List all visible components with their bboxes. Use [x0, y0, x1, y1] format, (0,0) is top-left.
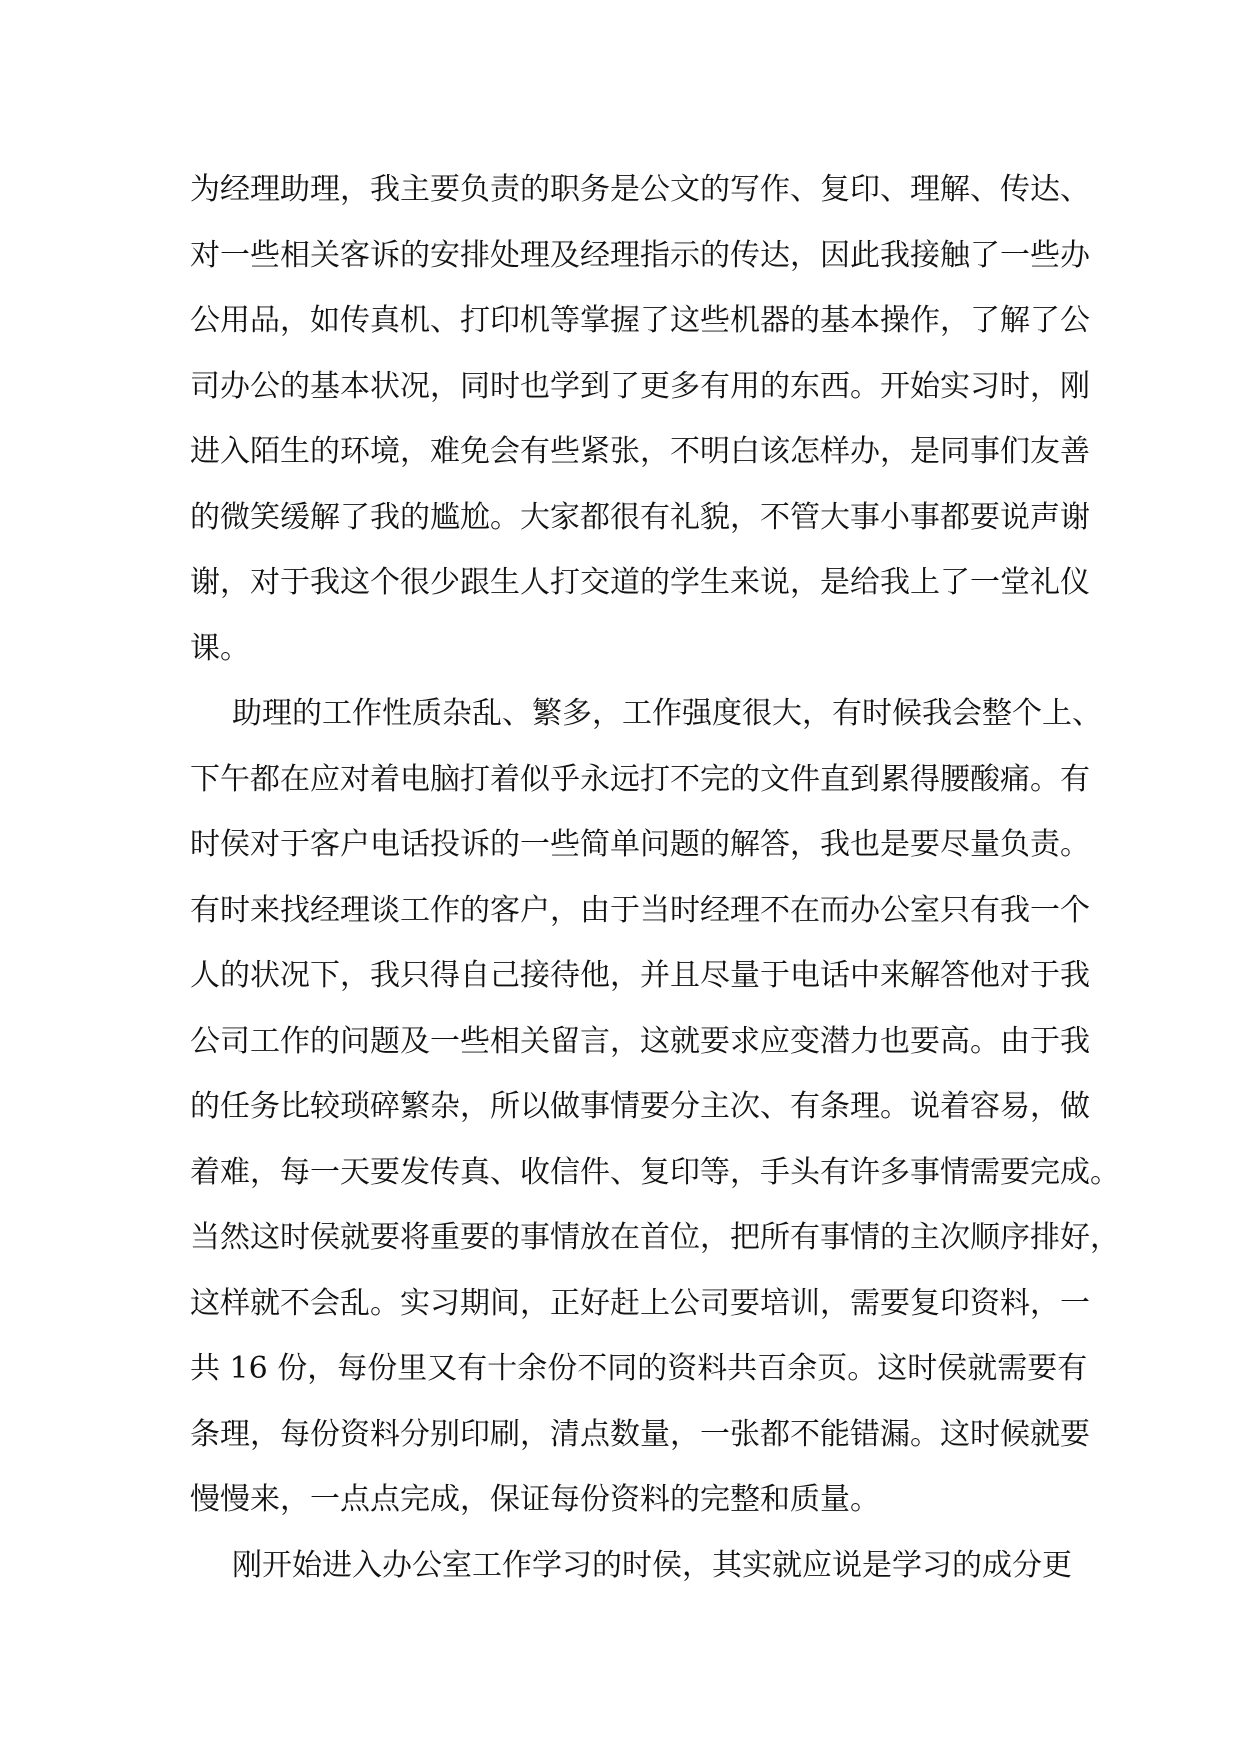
- text-line: 当然这时侯就要将重要的事情放在首位，把所有事情的主次顺序排好，: [190, 1220, 1120, 1255]
- paragraph-start-line: 助理的工作性质杂乱、繁多，工作强度很大，有时候我会整个上、: [232, 696, 1102, 731]
- text-line: 进入陌生的环境，难免会有些紧张，不明白该怎样办，是同事们友善: [190, 434, 1090, 469]
- text-line: 这样就不会乱。实习期间，正好赶上公司要培训，需要复印资料，一: [190, 1285, 1090, 1321]
- paragraph-start-line: 刚开始进入办公室工作学习的时侯，其实就应说是学习的成分更: [232, 1547, 1072, 1583]
- text-line: 条理，每份资料分别印刷，清点数量，一张都不能错漏。这时候就要: [190, 1416, 1090, 1452]
- body-text: [190, 157, 1120, 1598]
- text-line: 的微笑缓解了我的尴尬。大家都很有礼貌，不管大事小事都要说声谢: [190, 499, 1090, 535]
- text-line: 下午都在应对着电脑打着似乎永远打不完的文件直到累得腰酸痛。有: [190, 761, 1090, 797]
- text-line: 为经理助理，我主要负责的职务是公文的写作、复印、理解、传达、: [190, 172, 1090, 207]
- text-line: 谢，对于我这个很少跟生人打交道的学生来说，是给我上了一堂礼仪: [190, 565, 1090, 600]
- text-line: 共 16 份，每份里又有十余份不同的资料共百余页。这时侯就需要有: [190, 1351, 1088, 1386]
- text-line: 司办公的基本状况，同时也学到了更多有用的东西。开始实习时，刚: [190, 368, 1090, 404]
- text-line: 的任务比较琐碎繁杂，所以做事情要分主次、有条理。说着容易，做: [190, 1089, 1090, 1124]
- text-line: 慢慢来，一点点完成，保证每份资料的完整和质量。: [190, 1482, 880, 1517]
- text-line: 着难，每一天要发传真、收信件、复印等，手头有许多事情需要完成。: [190, 1154, 1120, 1190]
- text-line: 时侯对于客户电话投诉的一些简单问题的解答，我也是要尽量负责。: [190, 827, 1090, 862]
- text-line: 公司工作的问题及一些相关留言，这就要求应变潜力也要高。由于我: [190, 1023, 1090, 1059]
- text-line: 对一些相关客诉的安排处理及经理指示的传达，因此我接触了一些办: [190, 237, 1090, 273]
- text-line: 课。: [190, 630, 250, 666]
- text-line: 有时来找经理谈工作的客户，由于当时经理不在而办公室只有我一个: [190, 892, 1090, 928]
- text-line: 人的状况下，我只得自己接待他，并且尽量于电话中来解答他对于我: [190, 958, 1090, 993]
- text-line: 公用品，如传真机、打印机等掌握了这些机器的基本操作，了解了公: [190, 303, 1090, 338]
